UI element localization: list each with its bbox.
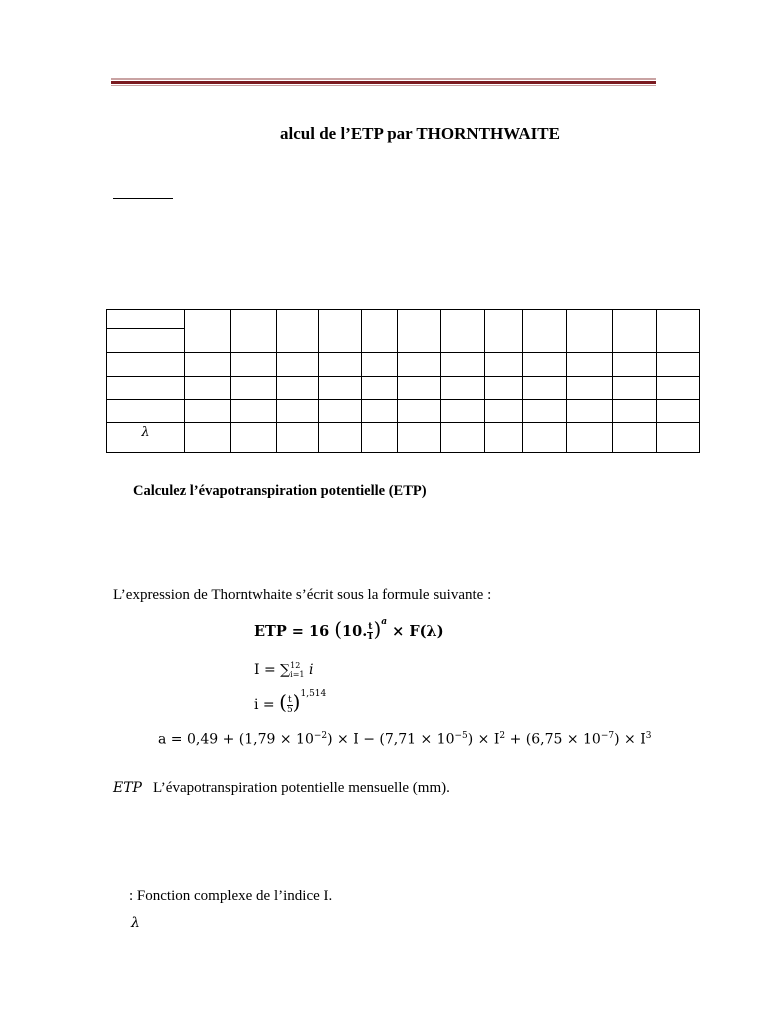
question-text: Calculez l’évapotranspiration potentielle (ETP) bbox=[133, 483, 427, 499]
header-rule-light-top bbox=[111, 78, 656, 80]
table-cell bbox=[231, 310, 277, 353]
lambda-symbol: λ bbox=[131, 915, 140, 931]
formula-etp: ETP = 16 (10. $\frac{t}{I}$ )$^a$ × F(λ) bbox=[254, 617, 444, 642]
formula-i: i = ( $\frac{t}{5}$ )$^{1,514}$ bbox=[254, 689, 327, 715]
table-cell bbox=[398, 310, 441, 353]
table-cell bbox=[657, 310, 700, 353]
table-row bbox=[107, 377, 700, 400]
formula-I: I = ∑ 12 i=1 i bbox=[254, 661, 314, 679]
table-cell bbox=[485, 310, 523, 353]
table-cell bbox=[319, 310, 362, 353]
etp-definition: L’évapotranspiration potentielle mensuelle (mm). bbox=[153, 780, 450, 796]
table-cell bbox=[277, 310, 319, 353]
underline-rule bbox=[113, 198, 173, 199]
page-title: alcul de l’ETP par THORNTHWAITE bbox=[280, 124, 560, 143]
etp-symbol: ETP bbox=[113, 780, 142, 796]
table-row-label bbox=[107, 377, 185, 400]
table-cell bbox=[185, 310, 231, 353]
header-rule-dark bbox=[111, 81, 656, 84]
intro-text: L’expression de Thorntwhaite s’écrit sous la formule suivante : bbox=[113, 587, 492, 603]
table-cell bbox=[567, 310, 613, 353]
table-row bbox=[107, 423, 700, 453]
table-row bbox=[107, 310, 700, 329]
table-row-label-lambda: λ bbox=[107, 423, 185, 453]
table-cell bbox=[523, 310, 567, 353]
table-cell bbox=[362, 310, 398, 353]
table-row bbox=[107, 353, 700, 377]
data-table bbox=[106, 309, 700, 453]
table-row-label bbox=[107, 353, 185, 377]
table-row bbox=[107, 400, 700, 423]
header-rule-light-bottom bbox=[111, 85, 656, 86]
table-row-label bbox=[107, 310, 185, 329]
formula-a: $a = 0,49 + (1,79 \times 10^{-2}) \times I - (7,71 \times 10^{-5}) \times I^2 + (6,75 \times 10^{-7}) \times I^3$ bbox=[158, 731, 652, 748]
f-definition: : Fonction complexe de l’indice I. bbox=[129, 888, 333, 904]
table-row-label bbox=[107, 400, 185, 423]
table-row-label bbox=[107, 329, 185, 353]
table-cell bbox=[613, 310, 657, 353]
table-cell bbox=[441, 310, 485, 353]
